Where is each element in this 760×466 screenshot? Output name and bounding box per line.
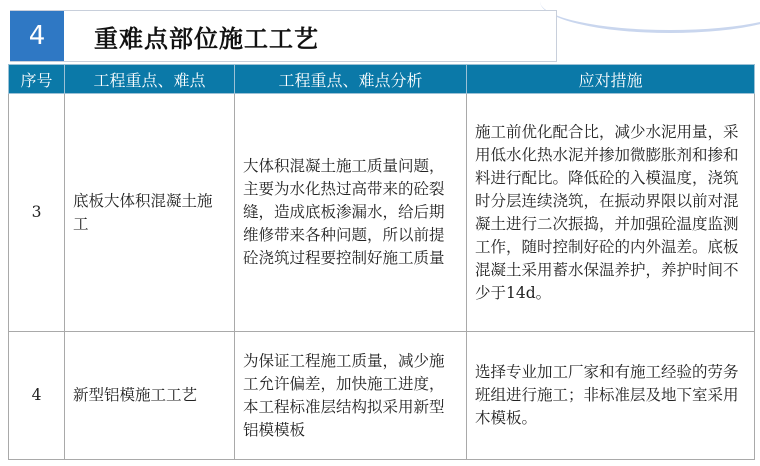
row-item: 底板大体积混凝土施工 bbox=[65, 94, 235, 332]
section-title: 重难点部位施工工艺 bbox=[94, 25, 319, 53]
header-no: 序号 bbox=[9, 65, 65, 94]
decorative-arc bbox=[540, 0, 760, 33]
row-number: 3 bbox=[9, 94, 65, 332]
section-header bbox=[10, 10, 557, 62]
header-analysis: 工程重点、难点分析 bbox=[235, 65, 467, 94]
row-analysis: 为保证工程施工质量，减少施工允许偏差，加快施工进度，本工程标准层结构拟采用新型铝模模板 bbox=[235, 332, 467, 460]
header-measures: 应对措施 bbox=[467, 65, 755, 94]
row-measures: 选择专业加工厂家和有施工经验的劳务班组进行施工；非标准层及地下室采用木模板。 bbox=[467, 332, 755, 460]
row-item: 新型铝模施工工艺 bbox=[65, 332, 235, 460]
row-number: 4 bbox=[9, 332, 65, 460]
header-item: 工程重点、难点 bbox=[65, 65, 235, 94]
row-measures: 施工前优化配合比，减少水泥用量，采用低水化热水泥并掺加微膨胀剂和掺和料进行配比。降低砼的入模温度，浇筑时分层连续浇筑，在振动界限以前对混凝土进行二次振捣，并加强砼温度监测工作，随时控制好砼的内外温差。底板混凝土采用蓄水保温养护，养护时间不少于14d。 bbox=[467, 94, 755, 332]
table-row bbox=[9, 94, 755, 332]
key-points-table bbox=[8, 64, 755, 460]
row-analysis: 大体积混凝土施工质量问题，主要为水化热过高带来的砼裂缝，造成底板渗漏水，给后期维修带来各种问题，所以前提砼浇筑过程要控制好施工质量 bbox=[235, 94, 467, 332]
table-header-row bbox=[9, 65, 755, 94]
table-row bbox=[9, 332, 755, 460]
section-number-badge: 4 bbox=[10, 11, 64, 61]
